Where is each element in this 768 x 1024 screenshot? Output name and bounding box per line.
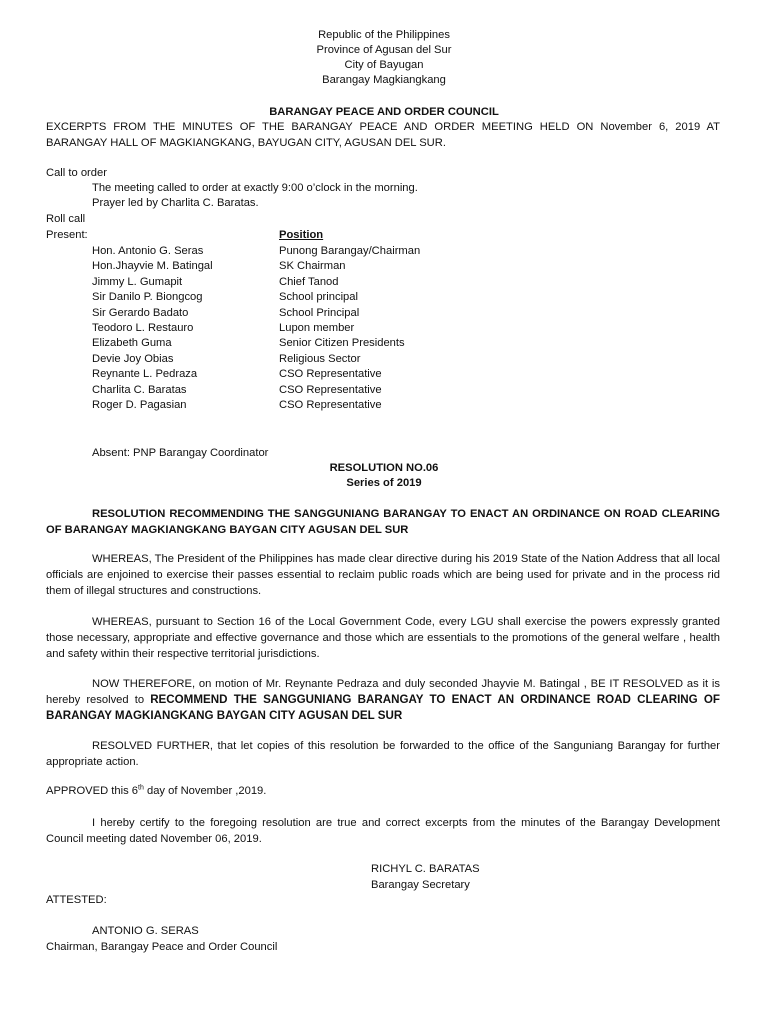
roster-member-name: Devie Joy Obias — [92, 352, 174, 365]
roster-member-position: Religious Sector — [279, 352, 361, 365]
chairman-name: ANTONIO G. SERAS — [92, 925, 199, 937]
roster-member-name: Sir Danilo P. Biongcog — [92, 291, 203, 304]
roster-member-position: Senior Citizen Presidents — [279, 337, 405, 350]
secretary-title: Barangay Secretary — [371, 879, 470, 891]
roster-member-name: Jimmy L. Gumapit — [92, 275, 183, 288]
roster-member-name: Hon.Jhayvie M. Batingal — [92, 260, 213, 273]
roster-member-position: SK Chairman — [279, 260, 346, 273]
position-header: Position — [279, 229, 324, 241]
roster-member-position: School Principal — [279, 306, 360, 319]
roster-member-position: CSO Representative — [279, 368, 382, 381]
whereas-paragraph-1: WHEREAS, The President of the Philippines has made clear directive during his 2019 State of the Nation Address that all local officials are enjoined to exercise their passes essential to reclaim public roads which are being used for private and in the process rid them of illegal structures and constructions. — [46, 553, 720, 597]
roster-member-position: Punong Barangay/Chairman — [279, 245, 421, 257]
resolution-series: Series of 2019 — [346, 477, 422, 489]
call-to-order-line2: Prayer led by Charlita C. Baratas. — [92, 197, 259, 209]
roster-member-position: Chief Tanod — [279, 275, 339, 288]
absent-line: Absent: PNP Barangay Coordinator — [92, 447, 269, 459]
present-label: Present: — [46, 229, 88, 241]
secretary-name: RICHYL C. BARATAS — [371, 863, 480, 875]
attested-label: ATTESTED: — [46, 894, 107, 906]
now-therefore-bold: RECOMMEND THE SANGGUNIANG BARANGAY TO ENACT AN ORDINANCE ROAD CLEARING OF BARANGAY MAGKIANGKANG BAYGAN CITY AGUSAN DEL SUR — [46, 693, 721, 722]
call-to-order-label: Call to order — [46, 167, 107, 179]
header-city: City of Bayugan — [344, 59, 424, 71]
certification-paragraph: I hereby certify to the foregoing resolution are true and correct excerpts from the minutes of the Barangay Development Council meeting dated November 06, 2019. — [46, 817, 720, 845]
now-therefore-lead: NOW THEREFORE, on motion of Mr. Reynante Pedraza and duly seconded Jhayvie M. Batingal , BE IT RESOLVED as it is hereby resolved to — [46, 678, 720, 706]
approved-line: APPROVED this 6th day of November ,2019. — [46, 784, 267, 797]
council-title: BARANGAY PEACE AND ORDER COUNCIL — [269, 106, 499, 118]
roster-member-name: Charlita C. Baratas — [92, 383, 187, 396]
roster-member-position: CSO Representative — [279, 399, 382, 411]
roster-member-name: Roger D. Pagasian — [92, 399, 187, 411]
roster-member-name: Hon. Antonio G. Seras — [92, 245, 204, 257]
roster-member-name: Teodoro L. Restauro — [92, 322, 194, 334]
resolution-title: RESOLUTION RECOMMENDING THE SANGGUNIANG BARANGAY TO ENACT AN ORDINANCE ON ROAD CLEARING OF BARANGAY MAGKIANGKANG BAYGAN CITY AGUSAN DEL SUR — [46, 508, 720, 536]
excerpt-intro: EXCERPTS FROM THE MINUTES OF THE BARANGAY PEACE AND ORDER MEETING HELD ON November 6, 2019 AT BARANGAY HALL OF MAGKIANGKANG, BAYUGAN CITY, AGUSAN DEL SUR. — [46, 121, 720, 149]
roll-call-label: Roll call — [46, 213, 86, 225]
roster-member-name: Reynante L. Pedraza — [92, 368, 198, 381]
now-therefore-paragraph — [46, 676, 720, 724]
call-to-order-line1: The meeting called to order at exactly 9:00 o’clock in the morning. — [92, 182, 418, 194]
whereas-paragraph-2: WHEREAS, pursuant to Section 16 of the Local Government Code, every LGU shall exercise the powers expressly granted those necessary, appropriate and effective governance and those which are essentials to the promotions of the general welfare , health and safety within their respective territorial jurisdictions. — [46, 616, 720, 660]
roster-member-position: CSO Representative — [279, 383, 382, 396]
roster-member-position: Lupon member — [279, 322, 355, 334]
roster-member-name: Sir Gerardo Badato — [92, 306, 189, 319]
roster-member-name: Elizabeth Guma — [92, 337, 172, 350]
header-barangay: Barangay Magkiangkang — [322, 74, 446, 86]
resolution-number: RESOLUTION NO.06 — [329, 462, 439, 474]
chairman-title: Chairman, Barangay Peace and Order Council — [46, 941, 278, 953]
header-republic: Republic of the Philippines — [318, 29, 450, 41]
header-province: Province of Agusan del Sur — [316, 44, 452, 56]
roster-member-position: School principal — [279, 291, 358, 304]
resolved-further-paragraph: RESOLVED FURTHER, that let copies of this resolution be forwarded to the office of the Sanguniang Barangay for further appropriate action. — [46, 740, 720, 768]
